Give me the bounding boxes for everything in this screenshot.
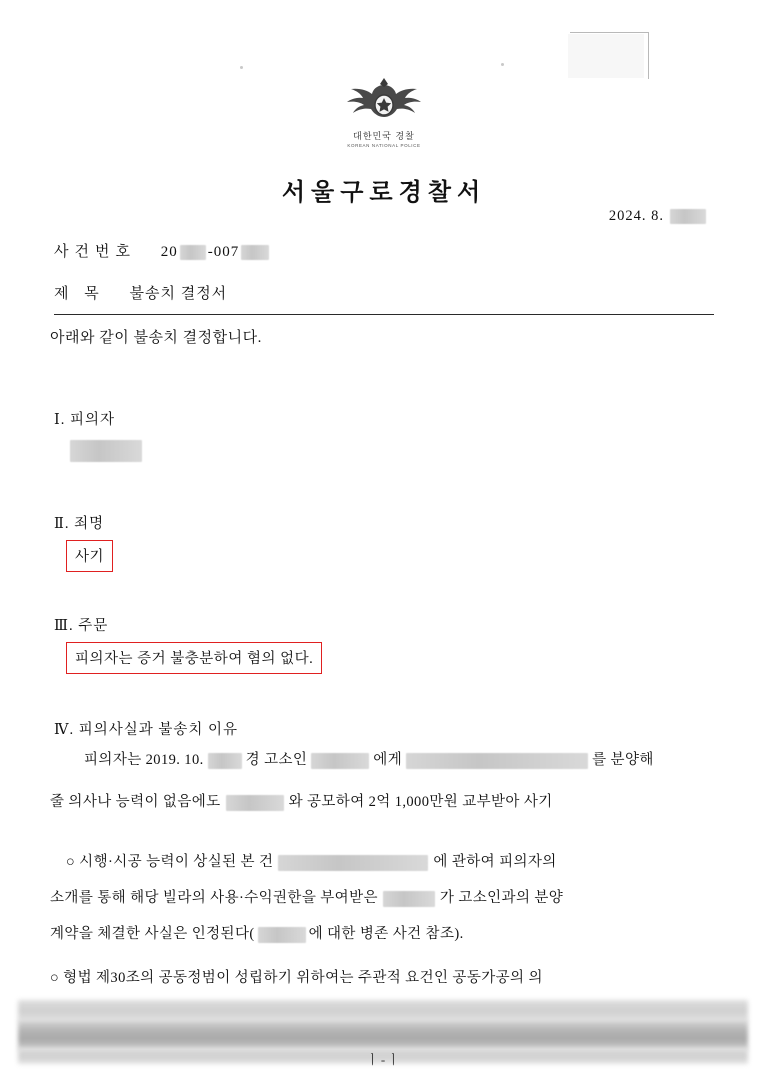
redaction-party <box>383 891 435 907</box>
subject-row <box>54 282 227 303</box>
body-line-3 <box>66 850 557 871</box>
case-number-mid: -007 <box>207 244 240 260</box>
subject-label: 제 목 <box>54 286 105 302</box>
redaction-date <box>670 209 706 224</box>
body-text: 가 고소인과의 분양 <box>439 890 564 906</box>
document-date-text: 2024. 8. <box>608 208 664 224</box>
redaction-accomplice <box>226 795 284 811</box>
charge-box: 사기 <box>66 540 113 572</box>
section-heading-1: Ⅰ. 피의자 <box>54 412 115 428</box>
case-number-label: 사건번호 <box>54 244 136 260</box>
document-date <box>609 208 706 225</box>
body-text: 를 분양해 <box>592 752 654 768</box>
redaction-bottom-upper <box>18 1000 748 1022</box>
body-line-1 <box>84 748 654 769</box>
redaction-suspect-name <box>70 440 142 462</box>
body-text: 에 대한 병존 사건 참조). <box>308 926 464 942</box>
section-heading-3: Ⅲ. 주문 <box>54 618 109 634</box>
case-number-row <box>54 240 269 261</box>
emblem-label-ko: 대한민국 경찰 <box>353 131 415 141</box>
scan-speck <box>501 63 504 66</box>
body-text: 에게 <box>373 752 403 768</box>
lead-sentence: 아래와 같이 불송치 결정합니다. <box>50 330 262 346</box>
section-heading-2: Ⅱ. 죄명 <box>54 516 105 532</box>
page-title: 서울구로경찰서 <box>281 180 487 206</box>
case-number-value <box>161 244 270 261</box>
body-text: 소개를 통해 해당 빌라의 사용·수익권한을 부여받은 <box>50 890 378 906</box>
subject-value: 불송치 결정서 <box>129 286 228 302</box>
scan-speck <box>240 66 243 69</box>
redaction-day <box>208 753 242 769</box>
body-text: 에 관하여 피의자의 <box>433 854 557 870</box>
body-line-4 <box>50 886 563 907</box>
redaction-property <box>406 753 588 769</box>
redaction-bottom-main <box>18 1020 748 1050</box>
disposition-box: 피의자는 증거 불충분하여 혐의 없다. <box>66 642 322 674</box>
section-heading-4: Ⅳ. 피의사실과 불송치 이유 <box>54 722 239 738</box>
body-text: ○ 시행·시공 능력이 상실된 본 건 <box>66 854 274 870</box>
redaction-project <box>278 855 428 871</box>
body-line-5 <box>50 922 464 943</box>
body-line-2 <box>50 790 553 811</box>
body-text: 경 고소인 <box>245 752 308 768</box>
case-number-prefix: 20 <box>160 244 178 260</box>
divider-rule <box>54 314 714 315</box>
body-line-6: ○ 형법 제30조의 공동정범이 성립하기 위하여는 주관적 요건인 공동가공의 의 <box>50 970 543 986</box>
page-number: ㅣ-ㅣ <box>366 1052 402 1067</box>
redaction-related-case <box>258 927 306 943</box>
body-text: 피의자는 2019. 10. <box>84 752 204 768</box>
body-text: 줄 의사나 능력이 없음에도 <box>50 794 221 810</box>
redaction-case-2 <box>241 245 269 260</box>
body-text: 와 공모하여 2억 1,000만원 교부받아 사기 <box>288 794 553 810</box>
redaction-complainant <box>311 753 369 769</box>
police-emblem-icon <box>338 72 430 128</box>
emblem-label-en: KOREAN NATIONAL POLICE <box>347 143 421 148</box>
redaction-case-1 <box>180 245 206 260</box>
body-text: 계약을 체결한 사실은 인정된다( <box>50 926 255 942</box>
police-emblem <box>0 72 768 148</box>
